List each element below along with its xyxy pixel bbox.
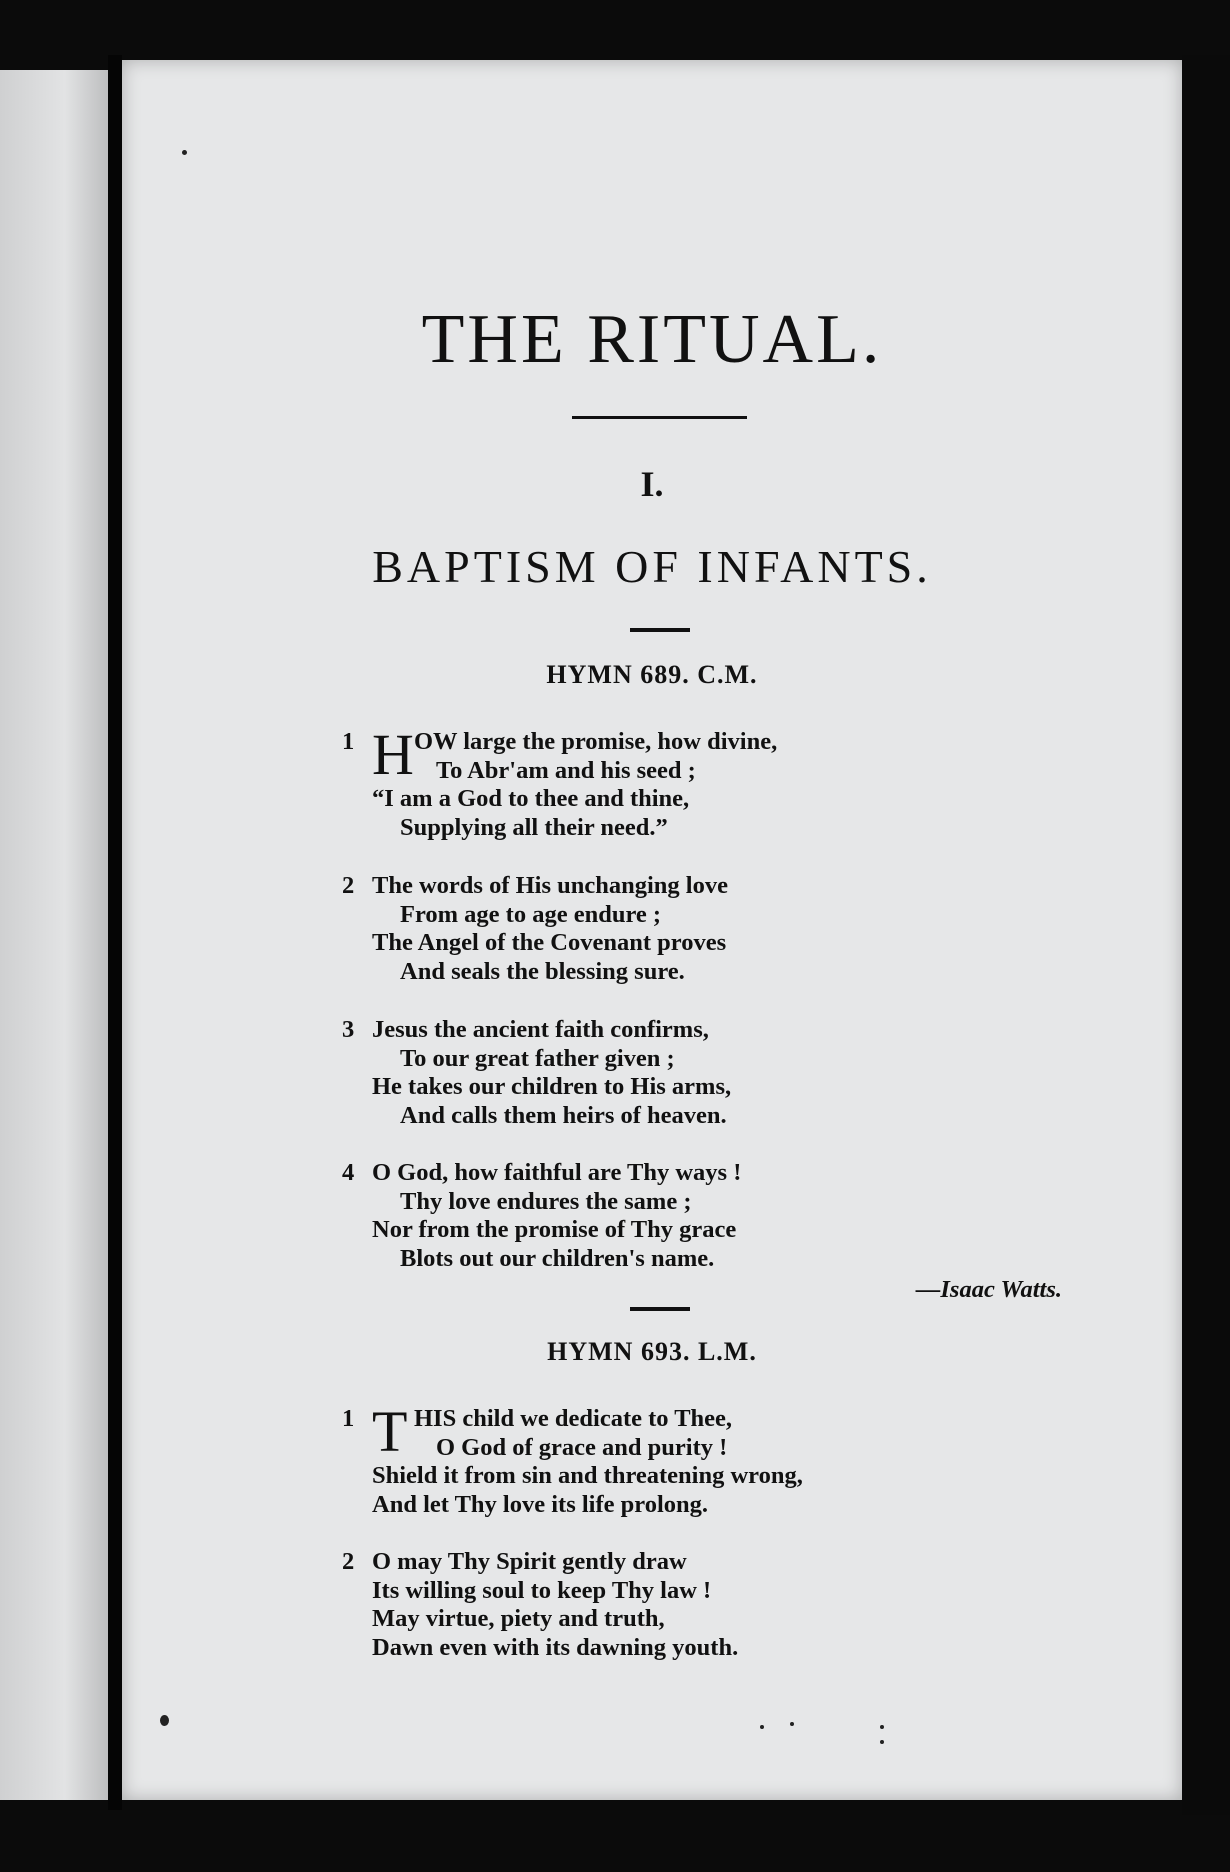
verse-line: Its willing soul to keep Thy law ! (372, 1576, 712, 1604)
stanza-number: 3 (342, 1016, 355, 1043)
verse-line: O God of grace and purity ! (436, 1433, 728, 1461)
hymn-attribution: —Isaac Watts. (915, 1276, 1062, 1303)
verse-line: O may Thy Spirit gently draw (372, 1548, 687, 1575)
verse-line: O God, how faithful are Thy ways ! (372, 1159, 742, 1186)
right-scan-border (1182, 55, 1230, 1815)
page-content (122, 60, 1182, 1800)
drop-cap: H (372, 722, 414, 787)
stanza-number: 4 (342, 1159, 355, 1186)
verse-line: “I am a God to thee and thine, (372, 785, 690, 812)
verse-line: OW large the promise, how divine, (414, 728, 778, 755)
page-title: THE RITUAL. (421, 301, 883, 378)
verse-line: HIS child we dedicate to Thee, (414, 1405, 733, 1432)
verse-line: Jesus the ancient faith confirms, (372, 1016, 709, 1043)
hymn-stanza (342, 1399, 1092, 1519)
hymn-heading: HYMN 693. L.M. (547, 1337, 757, 1366)
verse-line: Blots out our children's name. (400, 1244, 715, 1272)
section-title: BAPTISM OF INFANTS. (372, 541, 932, 592)
verse-line: Thy love endures the same ; (400, 1187, 692, 1215)
stanza-number: 2 (342, 872, 355, 899)
verse-line: And calls them heirs of heaven. (400, 1101, 727, 1129)
stanza-number: 1 (342, 1405, 355, 1432)
verse-line: Shield it from sin and threatening wrong, (372, 1462, 803, 1489)
hymn-stanza (342, 1548, 1092, 1662)
stanza-number: 2 (342, 1548, 355, 1575)
drop-cap: T (372, 1399, 408, 1464)
verse-line: He takes our children to His arms, (372, 1073, 732, 1100)
verse-line: Supplying all their need.” (400, 813, 668, 841)
stanza-number: 1 (342, 728, 355, 755)
verse-line: And let Thy love its life prolong. (372, 1490, 709, 1518)
hymn-stanza (342, 1016, 1092, 1130)
verse-line: To our great father given ; (400, 1044, 675, 1072)
verse-line: And seals the blessing sure. (400, 957, 685, 985)
book-spine (108, 55, 122, 1810)
hymn-heading: HYMN 689. C.M. (546, 660, 758, 689)
section-rule (630, 628, 690, 632)
hymn-divider-rule (630, 1307, 690, 1311)
section-number: I. (640, 464, 664, 504)
hymn-stanza (342, 722, 1092, 842)
verse-line: May virtue, piety and truth, (372, 1605, 665, 1632)
verse-line: From age to age endure ; (400, 900, 662, 928)
hymn-stanza (342, 872, 1092, 986)
hymn-stanza (342, 1159, 1092, 1273)
title-rule (572, 416, 747, 419)
verse-line: The Angel of the Covenant proves (372, 929, 727, 956)
verse-line: Nor from the promise of Thy grace (372, 1216, 737, 1243)
verse-line: To Abr'am and his seed ; (436, 756, 696, 784)
verse-line: Dawn even with its dawning youth. (372, 1633, 739, 1661)
facing-page-edge (0, 70, 108, 1800)
verse-line: The words of His unchanging love (372, 872, 728, 899)
